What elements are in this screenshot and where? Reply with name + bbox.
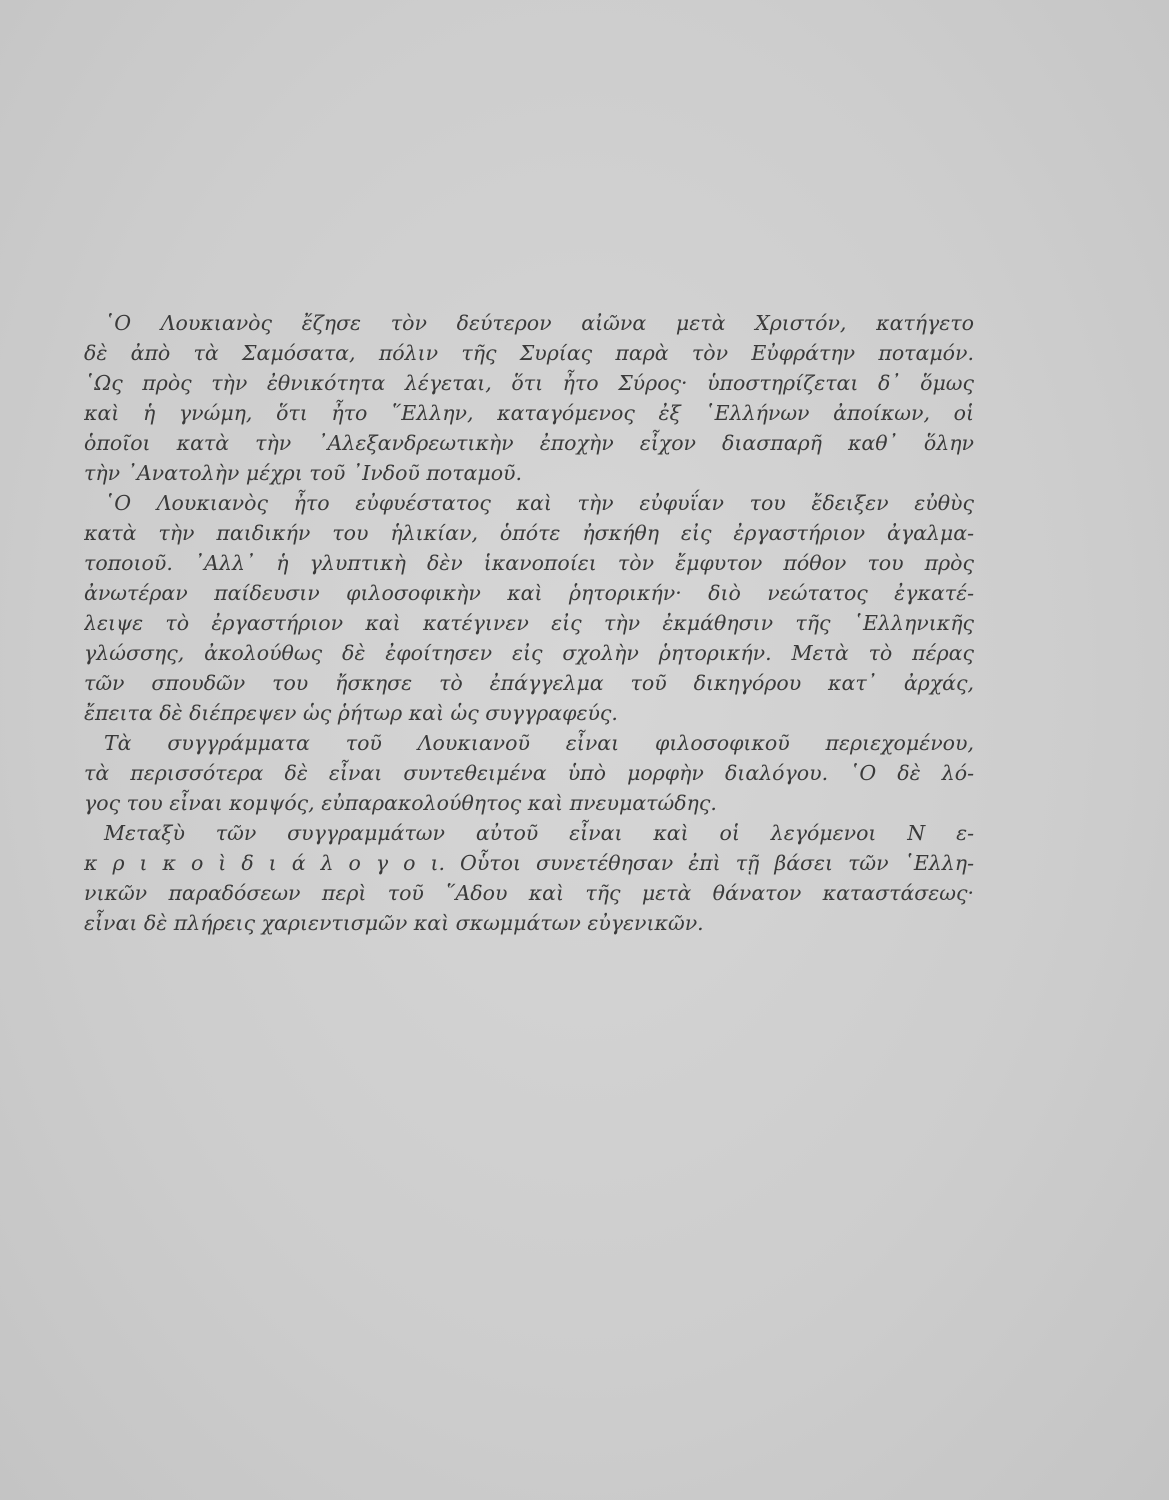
paragraph-4-line-4: εἶναι δὲ πλήρεις χαριεντισμῶν καὶ σκωμμάτων εὐγενικῶν. [84, 911, 704, 935]
body-text [84, 308, 974, 938]
paragraph-3-line-1: Τὰ συγγράμματα τοῦ Λουκιανοῦ εἶναι φιλοσοφικοῦ περιεχομένου, [104, 731, 974, 755]
paragraph-3-line-2: τὰ περισσότερα δὲ εἶναι συντεθειμένα ὑπὸ μορφὴν διαλόγου. ῾Ο δὲ λό- [84, 761, 974, 785]
paragraph-2-line-3: τοποιοῦ. ᾿Αλλ᾿ ἡ γλυπτικὴ δὲν ἱκανοποίει τὸν ἔμφυτον πόθον του πρὸς [84, 551, 974, 575]
paragraph-2-line-8: ἔπειτα δὲ διέπρεψεν ὡς ῥήτωρ καὶ ὡς συγγραφεύς. [84, 701, 618, 725]
paragraph-1-line-5: ὁποῖοι κατὰ τὴν ᾿Αλεξανδρεωτικὴν ἐποχὴν εἶχον διασπαρῆ καθ᾿ ὅλην [84, 431, 974, 455]
paragraph-2-line-6: γλώσσης, ἀκολούθως δὲ ἐφοίτησεν εἰς σχολὴν ῥητορικήν. Μετὰ τὸ πέρας [84, 641, 974, 665]
paragraph-2-line-2: κατὰ τὴν παιδικήν του ἡλικίαν, ὁπότε ἠσκήθη εἰς ἐργαστήριον ἀγαλμα- [84, 521, 974, 545]
paragraph-1-line-6: τὴν ᾿Ανατολὴν μέχρι τοῦ ᾿Ινδοῦ ποταμοῦ. [84, 461, 523, 485]
paragraph-1-line-1: ῾Ο Λουκιανὸς ἔζησε τὸν δεύτερον αἰῶνα μετὰ Χριστόν, κατήγετο [104, 311, 974, 335]
paragraph-1-line-4: καὶ ἡ γνώμη, ὅτι ἦτο ῞Ελλην, καταγόμενος ἐξ ῾Ελλήνων ἀποίκων, οἱ [84, 401, 974, 425]
paragraph-4-line-1: Μεταξὺ τῶν συγγραμμάτων αὐτοῦ εἶναι καὶ οἱ λεγόμενοι Ν ε- [104, 821, 974, 845]
paragraph-2-line-1: ῾Ο Λουκιανὸς ἦτο εὐφυέστατος καὶ τὴν εὐφυΐαν του ἔδειξεν εὐθὺς [104, 491, 974, 515]
paragraph-4-line-3: νικῶν παραδόσεων περὶ τοῦ ῞Αδου καὶ τῆς μετὰ θάνατον καταστάσεως· [84, 881, 974, 905]
paragraph-1-line-2: δὲ ἀπὸ τὰ Σαμόσατα, πόλιν τῆς Συρίας παρὰ τὸν Εὐφράτην ποταμόν. [84, 341, 974, 365]
paragraph-2-line-4: ἀνωτέραν παίδευσιν φιλοσοφικὴν καὶ ῥητορικήν· διὸ νεώτατος ἐγκατέ- [84, 581, 974, 605]
paragraph-4-line-2: κ ρ ι κ ο ὶ δ ι ά λ ο γ ο ι. Οὗτοι συνετέθησαν ἐπὶ τῇ βάσει τῶν ῾Ελλη- [84, 851, 974, 875]
paragraph-3-line-3: γος του εἶναι κομψός, εὐπαρακολούθητος καὶ πνευματώδης. [84, 791, 717, 815]
paragraph-2-line-5: λειψε τὸ ἐργαστήριον καὶ κατέγινεν εἰς τὴν ἐκμάθησιν τῆς ῾Ελληνικῆς [84, 611, 974, 635]
paragraph-2-line-7: τῶν σπουδῶν του ἤσκησε τὸ ἐπάγγελμα τοῦ δικηγόρου κατ᾿ ἀρχάς, [84, 671, 974, 695]
paragraph-1-line-3: ῾Ως πρὸς τὴν ἐθνικότητα λέγεται, ὅτι ἦτο Σύρος· ὑποστηρίζεται δ᾿ ὅμως [84, 371, 974, 395]
